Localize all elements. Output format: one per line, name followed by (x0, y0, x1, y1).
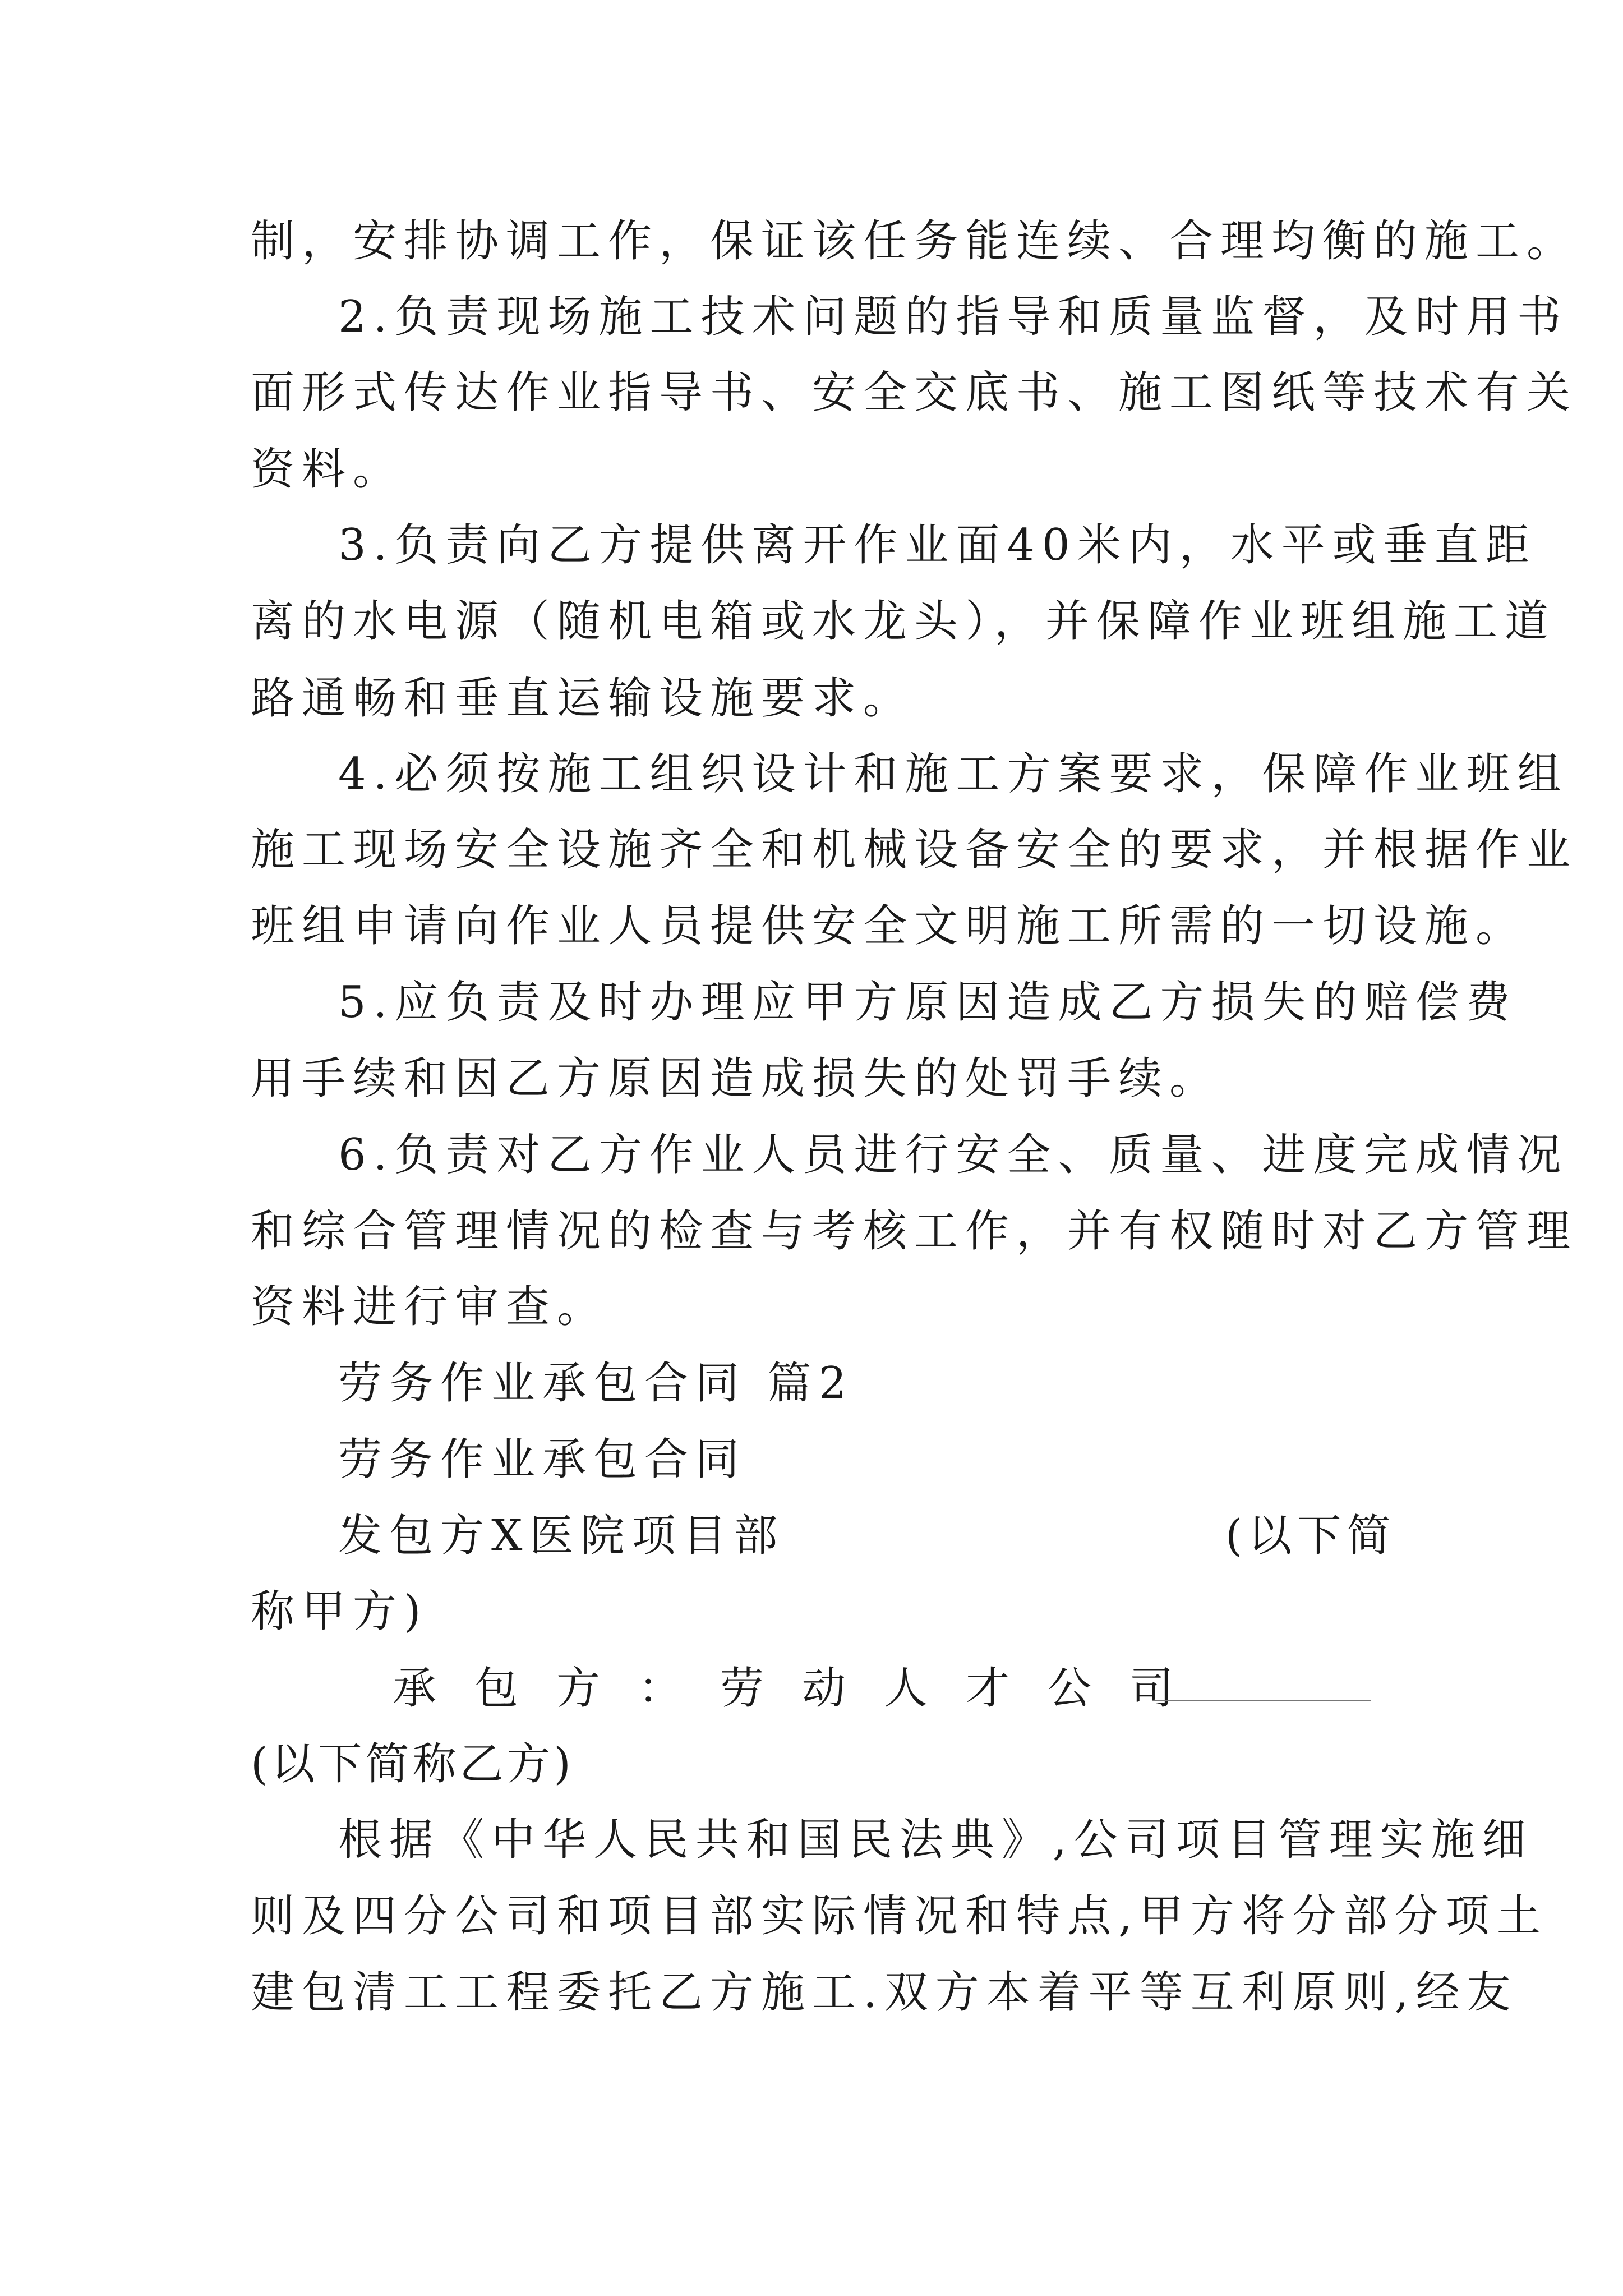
text-line: 5.应负责及时办理应甲方原因造成乙方损失的赔偿费 (338, 977, 1518, 1028)
contractor-blank-underline (1152, 1700, 1371, 1701)
text-line: 建包清工工程委托乙方施工.双方本着平等互利原则,经友 (251, 1967, 1518, 2018)
text-line: 施工现场安全设施齐全和机械设备安全的要求，并根据作业 (251, 825, 1578, 875)
contractor-name: 承包方：劳动人才公司 (393, 1663, 1212, 1714)
text-line: 4.必须按施工组织设计和施工方案要求，保障作业班组 (338, 749, 1569, 799)
text-line: 和综合管理情况的检查与考核工作，并有权随时对乙方管理 (251, 1206, 1578, 1257)
text-line: 资料。 (251, 444, 404, 495)
text-line: 路通畅和垂直运输设施要求。 (251, 673, 915, 724)
text-line: 面形式传达作业指导书、安全交底书、施工图纸等技术有关 (251, 367, 1578, 418)
contract-title: 劳务作业承包合同 (338, 1434, 747, 1485)
text-line: 班组申请向作业人员提供安全文明施工所需的一切设施。 (251, 901, 1527, 951)
text-line: 根据《中华人民共和国民法典》,公司项目管理实施细 (338, 1815, 1533, 1865)
employer-name: 发包方X医院项目部 (338, 1511, 785, 1561)
text-line: 制，安排协调工作，保证该任务能连续、合理均衡的施工。 (251, 216, 1578, 266)
text-line: 则及四分公司和项目部实际情况和特点,甲方将分部分项土 (251, 1891, 1548, 1941)
text-line: 离的水电源（随机电箱或水龙头），并保障作业班组施工道 (251, 596, 1556, 647)
text-line: 6.负责对乙方作业人员进行安全、质量、进度完成情况 (338, 1130, 1569, 1180)
employer-line (338, 1508, 1396, 1564)
employer-abbrev-suffix: 称甲方) (251, 1586, 428, 1637)
contractor-abbrev: (以下简称乙方) (251, 1739, 574, 1789)
text-line: 3.负责向乙方提供离开作业面40米内，水平或垂直距 (338, 520, 1537, 570)
text-line: 2.负责现场施工技术问题的指导和质量监督，及时用书 (338, 292, 1569, 342)
text-line: 资料进行审查。 (251, 1282, 608, 1332)
section-heading: 劳务作业承包合同 篇2 (338, 1358, 854, 1409)
employer-abbrev-prefix: (以下简 (1225, 1511, 1396, 1561)
text-line: 用手续和因乙方原因造成损失的处罚手续。 (251, 1053, 1221, 1104)
